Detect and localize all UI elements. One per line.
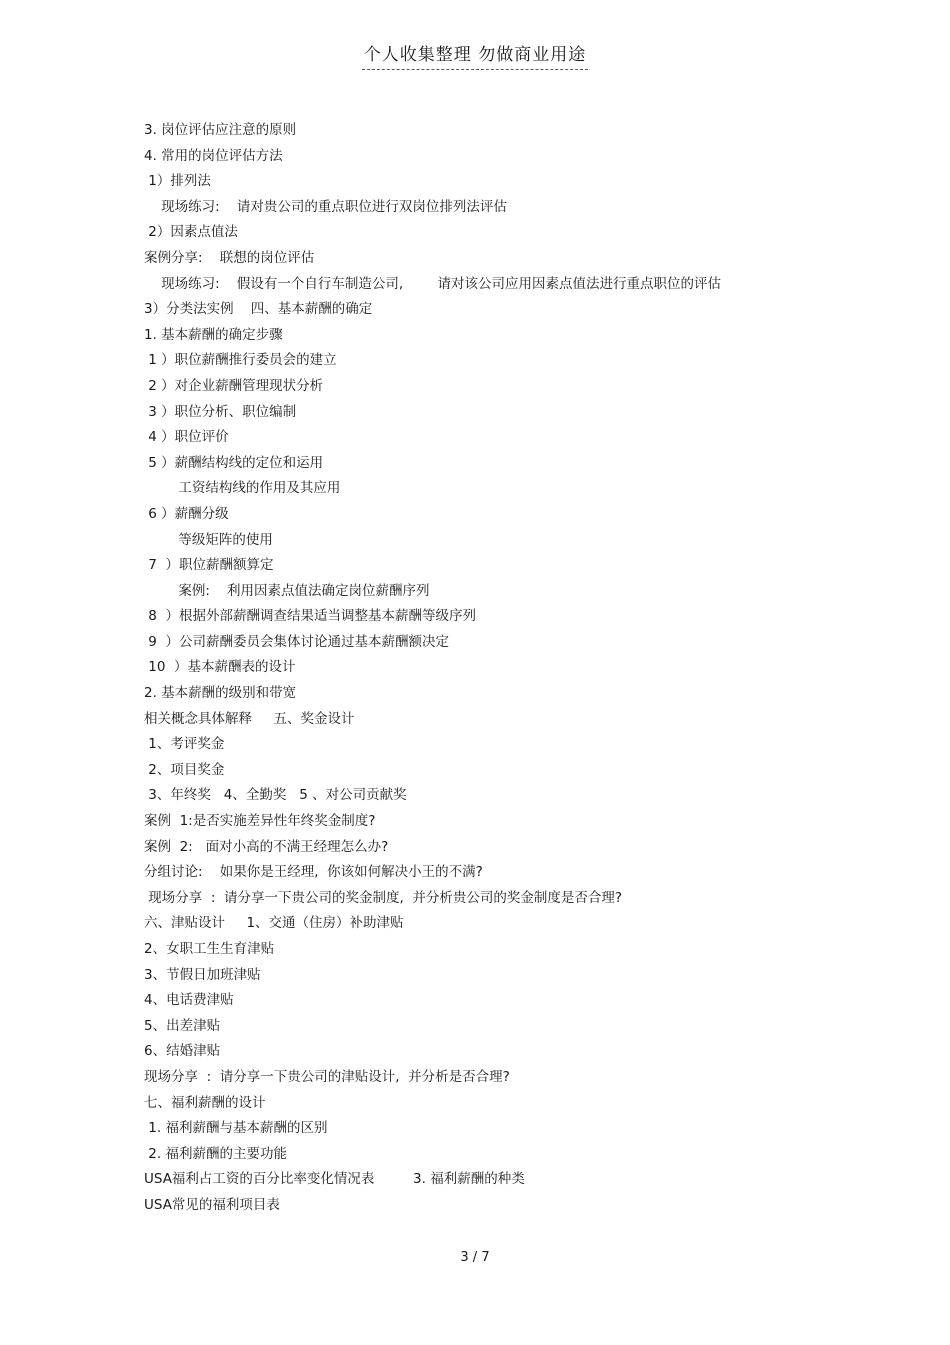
text-line: 七、福利薪酬的设计	[144, 1094, 266, 1111]
text-line: 2 ）对企业薪酬管理现状分析	[144, 377, 324, 394]
text-line: 案例: 利用因素点值法确定岗位薪酬序列	[144, 582, 430, 599]
text-line: 5 ）薪酬结构线的定位和运用	[144, 454, 324, 471]
text-line: 3. 岗位评估应注意的原则	[144, 122, 297, 138]
header-text: 个人收集整理 勿做商业用途	[362, 40, 588, 70]
text-line: 4. 常用的岗位评估方法	[144, 147, 283, 164]
text-line: 现场练习: 请对贵公司的重点职位进行双岗位排列法评估	[144, 198, 507, 215]
text-line: 3 ）职位分析、职位编制	[144, 403, 297, 420]
text-line: USA常见的福利项目表	[144, 1196, 280, 1213]
text-line: 2）因素点值法	[144, 224, 238, 241]
text-line: 六、津贴设计 1、交通（住房）补助津贴	[144, 915, 404, 932]
text-line: 现场练习: 假设有一个自行车制造公司, 请对该公司应用因素点值法进行重点职位的评估	[144, 275, 721, 292]
text-line: 2. 基本薪酬的级别和带宽	[144, 685, 297, 702]
text-line: 4 ）职位评价	[144, 429, 229, 446]
text-line: 3、节假日加班津贴	[144, 966, 261, 983]
text-line: 3）分类法实例 四、基本薪酬的确定	[144, 301, 373, 318]
text-line: 案例分享: 联想的岗位评估	[144, 249, 315, 266]
text-line: 2、女职工生生育津贴	[144, 941, 275, 957]
text-line: 1. 基本薪酬的确定步骤	[144, 326, 283, 343]
text-line: USA福利占工资的百分比率变化情况表 3. 福利薪酬的种类	[144, 1171, 525, 1188]
text-line: 5、出差津贴	[144, 1017, 221, 1034]
text-line: 1 ）职位薪酬推行委员会的建立	[144, 352, 337, 369]
text-line: 7 ）职位薪酬额算定	[144, 557, 274, 574]
text-line: 6 ）薪酬分级	[144, 505, 229, 522]
text-line: 9 ）公司薪酬委员会集体讨论通过基本薪酬额决定	[144, 633, 449, 650]
text-line: 分组讨论: 如果你是王经理, 你该如何解决小王的不满?	[144, 864, 483, 881]
text-line: 1. 福利薪酬与基本薪酬的区别	[144, 1120, 328, 1137]
document-body	[144, 118, 844, 1219]
text-line: 案例 2: 面对小高的不满王经理怎么办?	[144, 838, 389, 855]
text-line: 2、项目奖金	[144, 761, 225, 778]
text-line: 3、年终奖 4、全勤奖 5 、对公司贡献奖	[144, 787, 407, 804]
text-line: 10 ）基本薪酬表的设计	[144, 659, 296, 676]
text-line: 2. 福利薪酬的主要功能	[144, 1145, 287, 1162]
text-line: 6、结婚津贴	[144, 1043, 221, 1060]
text-line: 现场分享 : 请分享一下贵公司的津贴设计, 并分析是否合理?	[144, 1068, 510, 1085]
text-line: 现场分享 : 请分享一下贵公司的奖金制度, 并分析贵公司的奖金制度是否合理?	[144, 889, 623, 906]
page-header	[0, 40, 950, 70]
text-line: 案例 1:是否实施差异性年终奖金制度?	[144, 813, 376, 830]
text-line: 相关概念具体解释 五、奖金设计	[144, 710, 355, 727]
text-line: 等级矩阵的使用	[144, 531, 273, 548]
text-line: 8 ）根据外部薪酬调查结果适当调整基本薪酬等级序列	[144, 608, 476, 625]
text-line: 1、考评奖金	[144, 736, 225, 753]
text-line: 4、电话费津贴	[144, 992, 234, 1009]
page-number: 3 / 7	[460, 1250, 490, 1265]
text-line: 1）排列法	[144, 173, 211, 190]
text-line: 工资结构线的作用及其应用	[144, 480, 341, 497]
